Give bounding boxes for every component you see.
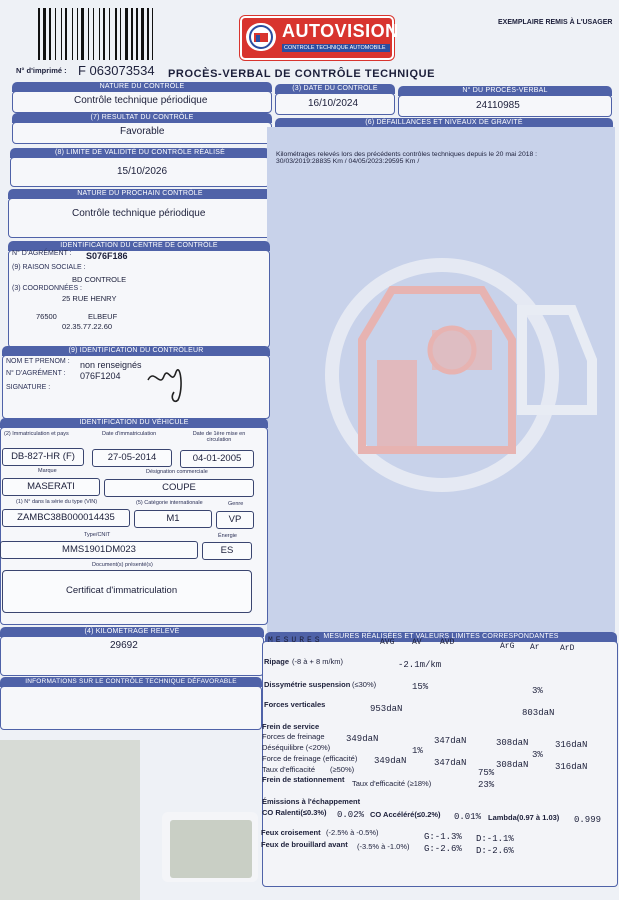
ripage-limit: (-8 à + 8 m/km): [292, 657, 344, 666]
validity-value: 15/10/2026: [117, 166, 168, 177]
barcode-bar: [43, 8, 46, 60]
next-control-header: NATURE DU PROCHAIN CONTRÔLE: [8, 189, 272, 199]
vert-label: Forces verticales: [264, 700, 326, 709]
brouillard-label: Feux de brouillard avant: [261, 840, 348, 849]
card-window: [170, 820, 252, 878]
dissym-label: Dissymétrie suspension: [264, 680, 351, 689]
col-avd: AVD: [440, 638, 455, 647]
make-value: MASERATI: [2, 478, 100, 496]
barcode-bar: [99, 8, 100, 60]
reg-label: (2) Immatriculation et pays: [4, 431, 69, 437]
croisement-d: D:-1.1%: [476, 834, 514, 844]
taux-limit: (≥50%): [330, 765, 355, 774]
type-value: MMS1901DM023: [0, 541, 198, 559]
emis-label: Émissions à l'échappement: [262, 797, 361, 806]
col-avg: AVG: [380, 638, 395, 647]
barcode-bar: [152, 8, 153, 60]
deseq-front: 1%: [412, 746, 423, 756]
printed-number: F 063073534: [78, 63, 155, 78]
pv-header: N° DU PROCÈS-VERBAL: [398, 86, 612, 96]
barcode-bar: [38, 8, 40, 60]
eff-label: Force de freinage (efficacité): [262, 754, 358, 763]
forces-avg: 349daN: [346, 734, 379, 744]
barcode-bar: [65, 8, 67, 60]
eff-avd: 347daN: [434, 758, 467, 768]
genre-value: VP: [216, 511, 254, 529]
defects-line-2: 30/03/2019:28835 Km / 04/05/2023:29595 Km /: [276, 158, 420, 165]
signature-label: SIGNATURE :: [6, 384, 51, 391]
make-label: Marque: [38, 468, 57, 474]
postcode-value: 76500: [36, 312, 57, 321]
croisement-g: G:-1.3%: [424, 832, 462, 842]
center-agreement-label: N° D'AGRÉMENT :: [12, 250, 72, 257]
vert-rear: 803daN: [522, 708, 555, 718]
co-ralenti-label: CO Ralenti(≤0.3%): [262, 808, 327, 817]
forces-ard: 316daN: [555, 740, 588, 750]
company-value: BD CONTROLE: [72, 275, 127, 284]
col-arg: ArG: [500, 642, 515, 651]
mileage-header: (4) KILOMETRAGE RELEVÉ: [0, 627, 264, 637]
vin-label: (1) N° dans la série du type (VIN): [16, 499, 98, 505]
barcode-bar: [125, 8, 128, 60]
brouillard-d: D:-2.6%: [476, 846, 514, 856]
service-label: Frein de service: [262, 722, 320, 731]
barcode-bar: [147, 8, 149, 60]
defects-line-1: Kilométrages relevés lors des précédents contrôles techniques depuis le 20 mai 2018 :: [276, 151, 538, 158]
croisement-limit: (-2.5% à -0.5%): [326, 828, 379, 837]
inspector-agreement-value: 076F1204: [80, 371, 121, 381]
reg-value: DB-827-HR (F): [2, 448, 84, 466]
validity-header: (8) LIMITE DE VALIDITÉ DU CONTRÔLE RÉALISÉ: [10, 148, 270, 158]
inspector-header: (9) IDENTIFICATION DU CONTRÔLEUR: [2, 346, 270, 356]
barcode-bar: [120, 8, 121, 60]
eff-arg: 308daN: [496, 760, 529, 770]
energy-label: Énergie: [218, 533, 237, 539]
barcode-bar: [141, 8, 144, 60]
unfavorable-box: [0, 686, 262, 730]
first-date-label: Date de 1ère mise en circulation: [192, 431, 246, 443]
barcode-bar: [49, 8, 51, 60]
result-header: (7) RESULTAT DU CONTRÔLE: [12, 113, 272, 123]
col-ar: Ar: [530, 643, 540, 652]
barcode-bar: [136, 8, 138, 60]
mileage-value: 29692: [110, 640, 138, 651]
reg-date-label: Date d'immatriculation: [102, 431, 157, 437]
vin-value: ZAMBC38B000014435: [2, 509, 130, 527]
inspector-name-label: NOM ET PRENOM :: [6, 358, 70, 365]
center-header: IDENTIFICATION DU CENTRE DE CONTRÔLE: [8, 241, 270, 251]
barcode-bar: [81, 8, 84, 60]
date-header: (3) DATE DU CONTRÔLE: [275, 84, 395, 94]
logo-text: AUTOVISION: [282, 21, 399, 41]
energy-value: ES: [202, 542, 252, 560]
nature-header: NATURE DU CONTRÔLE: [12, 82, 272, 92]
park-sub: Taux d'efficacité (≥18%): [352, 779, 432, 788]
ripage-value: -2.1m/km: [398, 660, 442, 670]
barcode-bar: [72, 8, 73, 60]
barcode-bar: [61, 8, 62, 60]
company-label: (9) RAISON SOCIALE :: [12, 264, 86, 271]
barcode-bar: [103, 8, 105, 60]
taux-value: 75%: [478, 768, 495, 778]
handwritten-signature: [140, 358, 200, 406]
barcode: [38, 8, 180, 60]
logo-subtitle: CONTROLE TECHNIQUE AUTOMOBILE: [282, 44, 390, 52]
park-label: Frein de stationnement: [262, 775, 345, 784]
date-value: 16/10/2024: [308, 98, 359, 109]
lambda-value: 0.999: [574, 815, 602, 825]
barcode-bar: [93, 8, 94, 60]
defects-header: (6) DÉFAILLANCES ET NIVEAUX DE GRAVITÉ: [275, 118, 613, 128]
phone-value: 02.35.77.22.60: [62, 322, 113, 331]
inspector-name-value: non renseignés: [80, 360, 142, 370]
co-acc-value: 0.01%: [454, 812, 482, 822]
col-mesures: MESURES: [268, 636, 323, 645]
barcode-bar: [109, 8, 110, 60]
cat-label: (5) Catégorie internationale: [136, 500, 203, 506]
coords-label: (3) COORDONNÉES :: [12, 285, 83, 292]
cat-value: M1: [134, 510, 212, 528]
nature-value: Contrôle technique périodique: [74, 95, 208, 106]
barcode-bar: [77, 8, 78, 60]
watermark-car-icon: [282, 250, 612, 500]
ripage-label: Ripage: [264, 657, 290, 666]
deseq-rear: 3%: [532, 750, 543, 760]
barcode-bar: [131, 8, 133, 60]
docs-value: Certificat d'immatriculation: [66, 585, 178, 596]
unfavorable-header: INFORMATIONS SUR LE CONTRÔLE TECHNIQUE DÉFAVORABLE: [0, 677, 262, 687]
eff-ard: 316daN: [555, 762, 588, 772]
croisement-label: Feux croisement: [261, 828, 321, 837]
pv-value: 24110985: [476, 100, 520, 111]
genre-label: Genre: [228, 501, 244, 507]
deseq-label: Déséquilibre (<20%): [262, 743, 331, 752]
result-value: Favorable: [120, 126, 165, 137]
city-value: ELBEUF: [88, 312, 118, 321]
forces-arg: 308daN: [496, 738, 529, 748]
lambda-label: Lambda(0.97 à 1.03): [488, 813, 560, 822]
dissym-limit: (≤30%): [352, 680, 377, 689]
reg-date-value: 27-05-2014: [92, 449, 172, 467]
eff-avg: 349daN: [374, 756, 407, 766]
model-value: COUPE: [104, 479, 254, 497]
brouillard-limit: (-3.5% à -1.0%): [357, 842, 410, 851]
card-backdrop: [0, 740, 140, 900]
page-title: PROCÈS-VERBAL DE CONTRÔLE TECHNIQUE: [168, 68, 436, 80]
autovision-logo: [240, 16, 399, 60]
co-ralenti-value: 0.02%: [337, 810, 365, 820]
next-control-value: Contrôle technique périodique: [72, 208, 206, 219]
printed-number-label: N° d'imprimé :: [16, 66, 67, 75]
vehicle-header: IDENTIFICATION DU VÉHICULE: [0, 418, 268, 428]
brouillard-g: G:-2.6%: [424, 844, 462, 854]
vert-front: 953daN: [370, 704, 403, 714]
measures-header: MESURES RÉALISÉES ET VALEURS LIMITES CORRESPONDANTES: [265, 632, 617, 642]
barcode-bar: [88, 8, 89, 60]
logo-emblem-icon: [246, 23, 276, 51]
type-label: Type/CNIT: [84, 532, 111, 538]
barcode-bar: [55, 8, 56, 60]
forces-avd: 347daN: [434, 736, 467, 746]
col-av: AV: [412, 638, 422, 647]
inspector-agreement-label: N° D'AGRÉMENT :: [6, 370, 66, 377]
street-value: 25 RUE HENRY: [62, 294, 117, 303]
barcode-bar: [115, 8, 117, 60]
model-label: Désignation commerciale: [146, 469, 208, 475]
co-acc-label: CO Accéléré(≤0.2%): [370, 810, 441, 819]
forces-label: Forces de freinage: [262, 732, 325, 741]
col-ard: ArD: [560, 644, 575, 653]
first-date-value: 04-01-2005: [180, 450, 254, 468]
dissym-front: 15%: [412, 682, 429, 692]
user-copy-note: EXEMPLAIRE REMIS À L'USAGER: [498, 19, 613, 26]
center-agreement-value: S076F186: [86, 251, 128, 261]
dissym-rear: 3%: [532, 686, 543, 696]
taux-label: Taux d'efficacité: [262, 765, 315, 774]
park-value: 23%: [478, 780, 495, 790]
docs-label: Document(s) présenté(s): [92, 562, 153, 568]
